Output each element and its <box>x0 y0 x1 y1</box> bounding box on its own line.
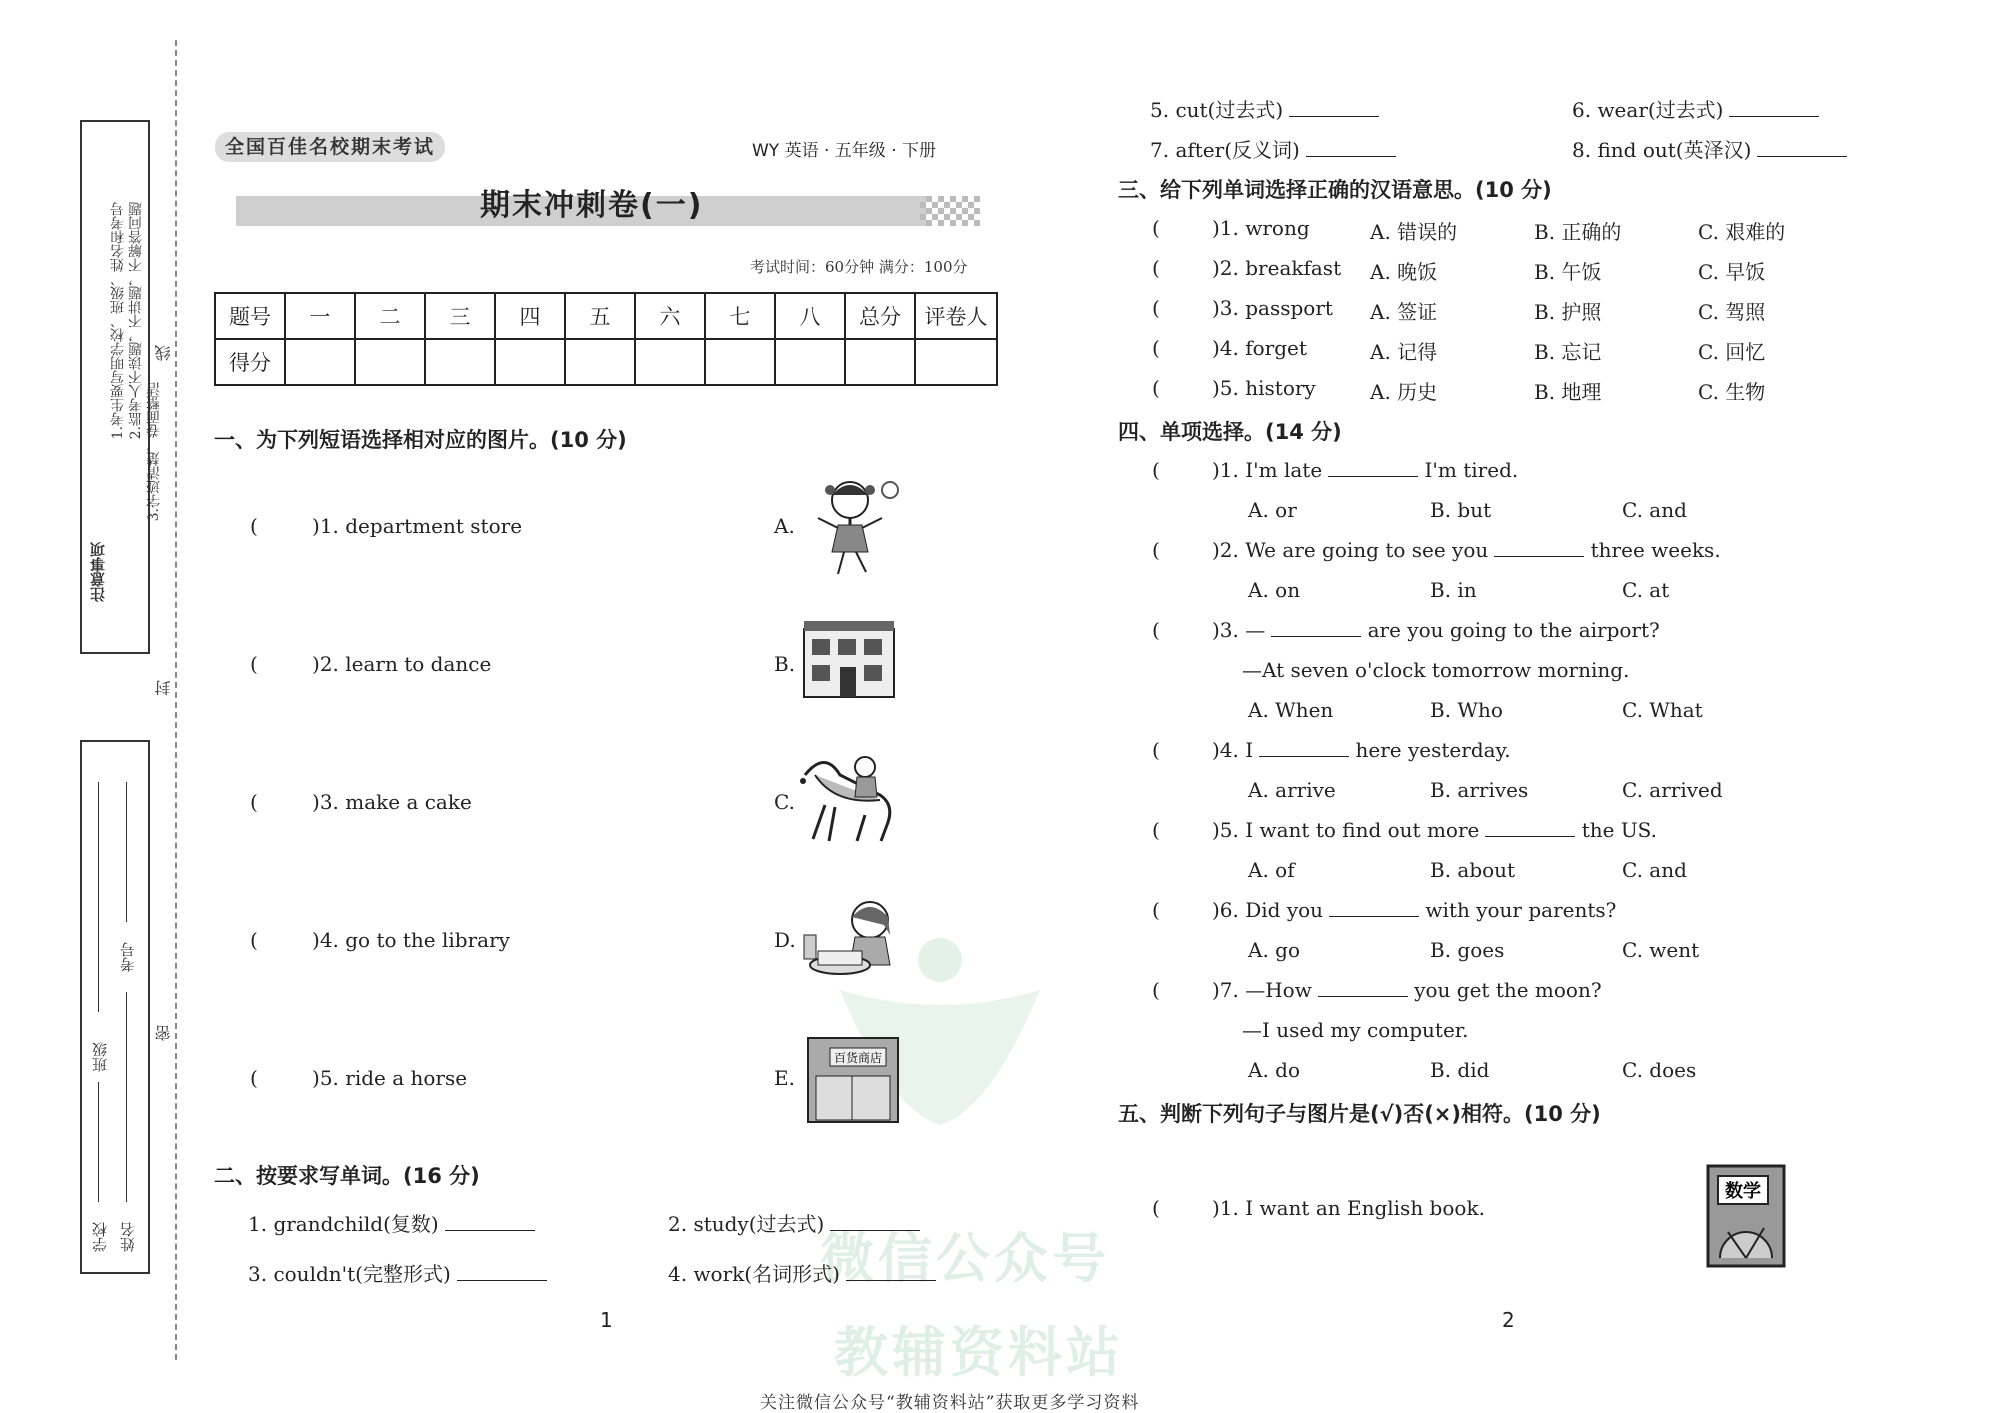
answer-paren[interactable]: ( <box>1152 898 1160 922</box>
score-input-cell[interactable] <box>635 339 705 385</box>
s4-item-1-b: B. but <box>1430 498 1492 522</box>
answer-blank[interactable] <box>445 1212 535 1231</box>
answer-paren[interactable]: ( <box>1152 738 1160 762</box>
score-input-cell[interactable] <box>425 339 495 385</box>
score-input-cell[interactable] <box>355 339 425 385</box>
watermark-text-1: 微信公众号 <box>820 1227 1110 1290</box>
field-class-line[interactable] <box>98 782 99 1012</box>
answer-blank[interactable] <box>846 1262 936 1281</box>
answer-paren[interactable]: ( <box>1152 538 1160 562</box>
s3-item-1-b: B. 正确的 <box>1534 220 1622 244</box>
answer-blank[interactable] <box>830 1212 920 1231</box>
s4-item-4-a: A. arrive <box>1248 778 1336 802</box>
s2-item-3-text: 3. couldn't(完整形式) <box>248 1262 451 1286</box>
s4-item-3-pre: )3. — <box>1212 618 1266 642</box>
s4-item-5 <box>1212 818 1657 842</box>
s1-item-1-text: 1. department store <box>319 514 523 538</box>
watermark-text-2: 教辅资料站 <box>834 1321 1124 1384</box>
score-row-label: 得分 <box>215 339 285 385</box>
s3-item-2: )2. breakfast <box>1212 256 1342 280</box>
answer-paren[interactable]: ( <box>1152 216 1160 240</box>
s3-item-2-b: B. 午饭 <box>1534 260 1602 284</box>
s4-item-6-post: with your parents? <box>1425 898 1617 922</box>
s1-option-a: A. <box>774 514 795 538</box>
s4-item-1-post: I'm tired. <box>1424 458 1519 482</box>
s2-item-5 <box>1150 94 1379 123</box>
answer-paren[interactable]: ( <box>1152 458 1160 482</box>
s4-item-4-post: here yesterday. <box>1355 738 1511 762</box>
s4-item-7 <box>1212 978 1602 1002</box>
score-input-cell[interactable] <box>775 339 845 385</box>
score-input-cell[interactable] <box>705 339 775 385</box>
s4-item-7-a: A. do <box>1248 1058 1301 1082</box>
s4-item-3-post: are you going to the airport? <box>1367 618 1660 642</box>
s4-item-5-a: A. of <box>1248 858 1295 882</box>
s4-item-2-b: B. in <box>1430 578 1477 602</box>
answer-blank[interactable] <box>1329 898 1419 917</box>
s4-item-3-a: A. When <box>1248 698 1334 722</box>
section2-heading: 二、按要求写单词。(16 分) <box>214 1164 480 1188</box>
answer-blank[interactable] <box>1289 98 1379 117</box>
score-cell: 三 <box>425 293 495 339</box>
notice-label: 注意事项 <box>89 542 107 602</box>
answer-paren[interactable]: ( <box>1152 336 1160 360</box>
answer-paren[interactable]: ( <box>250 652 258 676</box>
score-cell: 八 <box>775 293 845 339</box>
s4-item-1 <box>1212 458 1518 482</box>
s2-item-8-text: 8. find out(英泽汉) <box>1572 138 1752 162</box>
s4-item-7-pre: )7. —How <box>1212 978 1312 1002</box>
s3-item-2-c: C. 早饭 <box>1698 260 1766 284</box>
answer-paren[interactable]: ( <box>1152 978 1160 1002</box>
s1-item-3-text: 3. make a cake <box>319 790 472 814</box>
notice-line-3: 3.字迹清楚，卷面整洁 <box>146 382 162 522</box>
answer-blank[interactable] <box>1271 618 1361 637</box>
score-input-cell[interactable] <box>565 339 635 385</box>
field-class-label: 班级 <box>91 1042 109 1072</box>
s1-item-4-text: 4. go to the library <box>319 928 510 952</box>
score-cell: 一 <box>285 293 355 339</box>
answer-blank[interactable] <box>1485 818 1575 837</box>
s2-item-7 <box>1150 134 1396 163</box>
s4-item-3 <box>1212 618 1660 642</box>
s4-item-4 <box>1212 738 1511 762</box>
answer-blank[interactable] <box>1494 538 1584 557</box>
s2-item-8 <box>1572 134 1847 163</box>
score-input-cell[interactable] <box>495 339 565 385</box>
answer-blank[interactable] <box>457 1262 547 1281</box>
s4-item-4-b: B. arrives <box>1430 778 1529 802</box>
s4-item-5-c: C. and <box>1622 858 1687 882</box>
s3-item-2-a: A. 晚饭 <box>1370 260 1438 284</box>
notice-line-1: 1.考生要写明学校、班级、姓名和考号 <box>110 202 126 440</box>
s4-item-3-line2: —At seven o'clock tomorrow morning. <box>1242 658 1630 682</box>
s3-item-3-b: B. 护照 <box>1534 300 1602 324</box>
s4-item-4-c: C. arrived <box>1622 778 1723 802</box>
answer-paren[interactable]: ( <box>250 928 258 952</box>
answer-blank[interactable] <box>1259 738 1349 757</box>
s3-item-4-a: A. 记得 <box>1370 340 1438 364</box>
s4-item-1-pre: )1. I'm late <box>1212 458 1323 482</box>
score-cell: 六 <box>635 293 705 339</box>
s4-item-4-pre: )4. I <box>1212 738 1254 762</box>
notice-box <box>80 120 162 654</box>
s4-item-6-pre: )6. Did you <box>1212 898 1324 922</box>
s1-item-4: )4. go to the library <box>312 928 510 952</box>
answer-paren[interactable]: ( <box>1152 296 1160 320</box>
s2-item-7-text: 7. after(反义词) <box>1150 138 1300 162</box>
s3-item-3-c: C. 驾照 <box>1698 300 1766 324</box>
answer-paren[interactable]: ( <box>1152 256 1160 280</box>
score-cell: 五 <box>565 293 635 339</box>
s4-item-5-pre: )5. I want to find out more <box>1212 818 1480 842</box>
s2-item-4-text: 4. work(名词形式) <box>668 1262 840 1286</box>
score-cell: 评卷人 <box>915 293 997 339</box>
s1-item-5-text: 5. ride a horse <box>319 1066 468 1090</box>
s3-item-5-a: A. 历史 <box>1370 380 1438 404</box>
answer-blank[interactable] <box>1306 138 1396 157</box>
answer-paren[interactable]: ( <box>1152 376 1160 400</box>
answer-paren[interactable]: ( <box>250 790 258 814</box>
exam-meta: 考试时间：60分钟 满分：100分 <box>750 258 968 276</box>
s4-item-7-post: you get the moon? <box>1414 978 1602 1002</box>
page-title: 期末冲刺卷(一) <box>480 188 704 223</box>
s2-item-4 <box>668 1258 936 1287</box>
horse-riding-picture-icon <box>795 745 905 845</box>
field-name-label: 姓名 <box>119 1222 137 1252</box>
section1-heading: 一、为下列短语选择相对应的图片。(10 分) <box>214 428 627 452</box>
s4-item-6-c: C. went <box>1622 938 1700 962</box>
s4-item-2-a: A. on <box>1248 578 1301 602</box>
score-cell: 二 <box>355 293 425 339</box>
s3-item-1-a: A. 错误的 <box>1370 220 1458 244</box>
department-store-picture-icon <box>800 1030 905 1125</box>
score-cell: 总分 <box>845 293 915 339</box>
dancing-girl-picture-icon <box>810 470 900 580</box>
s3-item-3: )3. passport <box>1212 296 1333 320</box>
bind-char-close: 密 <box>154 1025 173 1041</box>
answer-blank[interactable] <box>1757 138 1847 157</box>
s3-item-4-c: C. 回忆 <box>1698 340 1766 364</box>
s2-item-2-text: 2. study(过去式) <box>668 1212 825 1236</box>
s4-item-2-post: three weeks. <box>1590 538 1721 562</box>
score-input-cell[interactable] <box>285 339 355 385</box>
score-cell: 四 <box>495 293 565 339</box>
section3-heading: 三、给下列单词选择正确的汉语意思。(10 分) <box>1118 178 1552 202</box>
s2-item-3 <box>248 1258 547 1287</box>
field-school-line[interactable] <box>98 1082 99 1202</box>
s2-item-6-text: 6. wear(过去式) <box>1572 98 1724 122</box>
score-input-cell[interactable] <box>845 339 915 385</box>
making-cake-picture-icon <box>800 895 905 980</box>
s1-option-e: E. <box>774 1066 795 1090</box>
s3-item-1-c: C. 艰难的 <box>1698 220 1786 244</box>
s2-item-1-text: 1. grandchild(复数) <box>248 1212 439 1236</box>
store-sign-text: 百货商店 <box>833 1051 883 1065</box>
s3-item-1: )1. wrong <box>1212 216 1310 240</box>
book-label-text: 数学 <box>1725 1181 1761 1202</box>
score-table <box>214 292 998 386</box>
brand-badge: 全国百佳名校期末考试 <box>215 132 445 162</box>
math-book-picture-icon <box>1704 1162 1790 1272</box>
s4-item-1-c: C. and <box>1622 498 1687 522</box>
s4-item-5-post: the US. <box>1581 818 1658 842</box>
footer-note: 关注微信公众号“教辅资料站”获取更多学习资料 <box>760 1393 1140 1413</box>
score-table-header-row <box>215 293 997 339</box>
field-name-line[interactable] <box>126 992 127 1202</box>
subject-label: WY 英语 · 五年级 · 下册 <box>752 141 937 161</box>
answer-blank[interactable] <box>1318 978 1408 997</box>
s3-item-5: )5. history <box>1212 376 1316 400</box>
s1-item-5: )5. ride a horse <box>312 1066 468 1090</box>
s2-item-6 <box>1572 94 1819 123</box>
answer-blank[interactable] <box>1328 458 1418 477</box>
s4-item-7-b: B. did <box>1430 1058 1490 1082</box>
s3-item-4-b: B. 忘记 <box>1534 340 1602 364</box>
s1-option-d: D. <box>774 928 796 952</box>
answer-paren[interactable]: ( <box>1152 818 1160 842</box>
s4-item-3-c: C. What <box>1622 698 1703 722</box>
s4-item-3-b: B. Who <box>1430 698 1503 722</box>
bind-char-line: 线 <box>154 345 173 361</box>
student-info-box <box>80 740 150 1274</box>
answer-paren[interactable]: ( <box>250 1066 258 1090</box>
section4-heading: 四、单项选择。(14 分) <box>1118 420 1342 444</box>
s1-item-3: )3. make a cake <box>312 790 472 814</box>
s2-item-5-text: 5. cut(过去式) <box>1150 98 1284 122</box>
s4-item-2-pre: )2. We are going to see you <box>1212 538 1489 562</box>
answer-paren[interactable]: ( <box>1152 618 1160 642</box>
s4-item-7-line2: —I used my computer. <box>1242 1018 1469 1042</box>
s4-item-1-a: A. or <box>1248 498 1297 522</box>
s1-item-1: )1. department store <box>312 514 523 538</box>
page-number-1: 1 <box>600 1308 613 1332</box>
answer-paren[interactable]: ( <box>1152 1196 1160 1220</box>
score-table-score-row <box>215 339 997 385</box>
s4-item-6-a: A. go <box>1248 938 1301 962</box>
field-exam-no-label: 考号 <box>119 942 137 972</box>
s1-item-2-text: 2. learn to dance <box>319 652 492 676</box>
field-school-label: 学校 <box>91 1222 109 1252</box>
library-building-picture-icon <box>800 615 900 700</box>
s5-item-1: )1. I want an English book. <box>1212 1196 1485 1220</box>
s2-item-1 <box>248 1208 535 1237</box>
s3-item-4: )4. forget <box>1212 336 1307 360</box>
bind-char-seal: 封 <box>154 680 173 696</box>
notice-line-2: 2.监考人不读题，不讲题，不解答问题 <box>128 202 144 440</box>
score-input-cell[interactable] <box>915 339 997 385</box>
s3-item-5-c: C. 生物 <box>1698 380 1766 404</box>
s4-item-2-c: C. at <box>1622 578 1670 602</box>
s3-item-5-b: B. 地理 <box>1534 380 1602 404</box>
s4-item-5-b: B. about <box>1430 858 1516 882</box>
answer-paren[interactable]: ( <box>250 514 258 538</box>
answer-blank[interactable] <box>1729 98 1819 117</box>
binding-dashed-line <box>175 40 177 1360</box>
s2-item-2 <box>668 1208 920 1237</box>
score-cell: 题号 <box>215 293 285 339</box>
s1-item-2: )2. learn to dance <box>312 652 492 676</box>
field-exam-no-line[interactable] <box>126 782 127 922</box>
s4-item-7-c: C. does <box>1622 1058 1697 1082</box>
s4-item-2 <box>1212 538 1721 562</box>
s4-item-6-b: B. goes <box>1430 938 1505 962</box>
section5-heading: 五、判断下列句子与图片是(√)否(×)相符。(10 分) <box>1118 1102 1601 1126</box>
s3-item-3-a: A. 签证 <box>1370 300 1438 324</box>
title-decoration <box>920 196 980 226</box>
s4-item-6 <box>1212 898 1616 922</box>
s1-option-b: B. <box>774 652 796 676</box>
score-cell: 七 <box>705 293 775 339</box>
s1-option-c: C. <box>774 790 795 814</box>
page-number-2: 2 <box>1502 1308 1515 1332</box>
